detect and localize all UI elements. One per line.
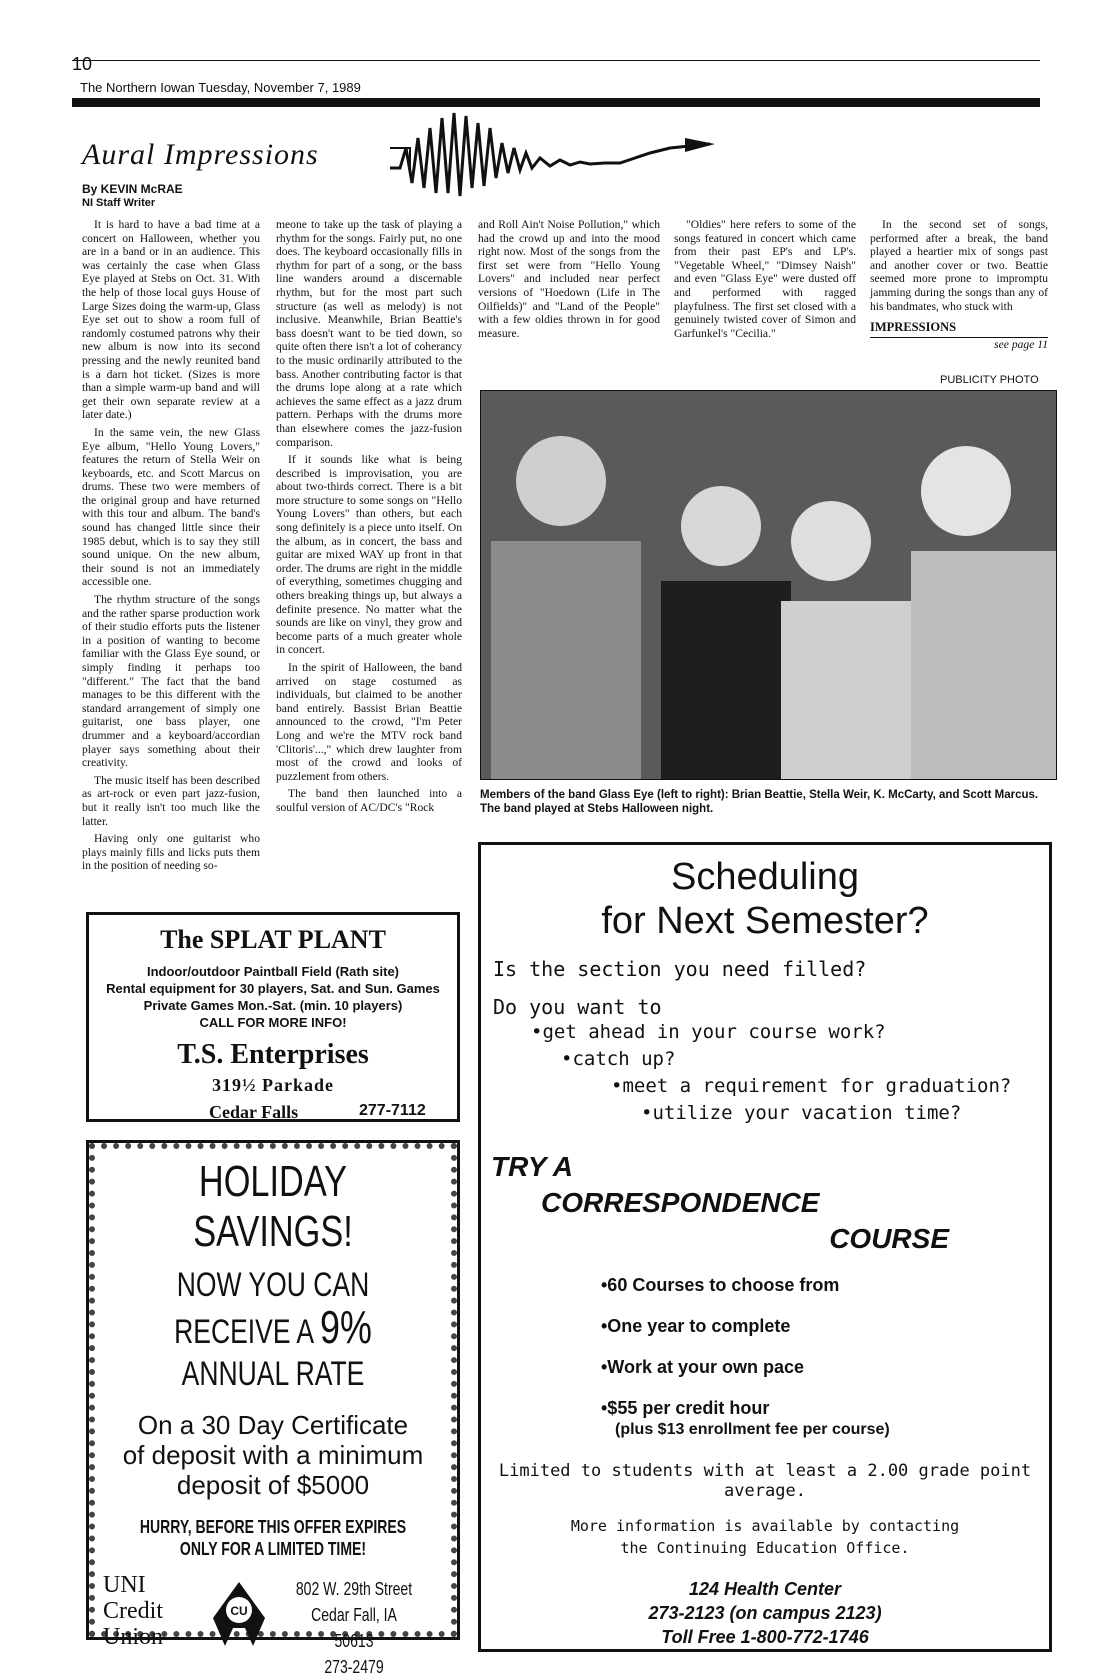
ad-try: COURSE xyxy=(829,1223,949,1254)
band-photo-figures xyxy=(481,391,1056,779)
logo-text: CU xyxy=(230,1604,248,1618)
ad-headline: for Next Semester? xyxy=(601,900,929,942)
paragraph: If it sounds like what is being described is improvisation, you are about two-thirds correct. There is a bit more structure to some songs on "Hello Young Lovers" than others, but each song definitely is a piece unto itself. On the album, as in concert, the bass and guitar are mixed WAY up front in that order. The drums are right in the middle of everything, sometimes chugging and others breaking things up, but always a definite presence. No matter what the sounds are like on vinyl, they grow and become parts of a much greater whole in concert. xyxy=(276,453,462,657)
byline-role: NI Staff Writer xyxy=(82,197,156,209)
ad-line: ONLY FOR A LIMITED TIME! xyxy=(179,1539,367,1559)
jump-ref[interactable]: see page 11 xyxy=(870,337,1048,352)
article-col-5 xyxy=(870,218,1048,351)
ad-rate-line xyxy=(129,1301,416,1354)
top-rule xyxy=(72,60,1040,61)
article-col-3 xyxy=(478,218,660,344)
paragraph: In the same vein, the new Glass Eye album, "Hello Young Lovers," features the return of Stella Weir on keyboards, etc. and Scott Marcus on drums. These two were members of the original group and have returned with this tour and album. The band's sound has changed little since their 1985 debut, which is to say they still sound unique. On the new album, their sound is not an immediately accessible one. xyxy=(82,425,260,589)
ad-line: CALL FOR MORE INFO! xyxy=(199,1015,347,1030)
ad-info: the Continuing Education Office. xyxy=(620,1539,910,1557)
ad-line: Indoor/outdoor Paintball Field (Rath site) xyxy=(146,964,400,979)
ad-headline: Scheduling xyxy=(670,856,860,898)
ad-contact: Toll Free 1-800-772-1746 xyxy=(661,1627,869,1647)
cu-name-line: Union xyxy=(103,1624,163,1650)
ad-title: The SPLAT PLANT xyxy=(160,925,386,954)
jump-head: IMPRESSIONS xyxy=(870,320,957,335)
ad-limit: Limited to students with at least a 2.00 grade point average. xyxy=(498,1461,1032,1501)
cu-name-line: UNI xyxy=(103,1572,146,1598)
ad-contact: 273-2123 (on campus 2123) xyxy=(648,1603,882,1623)
ad-line: HURRY, BEFORE THIS OFFER EXPIRES xyxy=(139,1517,407,1537)
byline-name: By KEVIN McRAE xyxy=(82,182,183,196)
ad-bullet: •get ahead in your course work? xyxy=(531,1021,886,1043)
header-rule xyxy=(72,98,1040,107)
ad-feature: •One year to complete xyxy=(601,1316,791,1336)
ad-bullet: •meet a requirement for graduation? xyxy=(611,1075,1012,1097)
ad-address: 319½ Parkade xyxy=(212,1075,334,1095)
paragraph: "Oldies" here refers to some of the songs featured in concert which came from their past EP's and LP's. "Vegetable Wheel," "Dimsey Naish" and even "Glass Eye" were dusted off and performed with ragged playfulness. The first set closed with a genuinely twisted cover of Simon and Garfunkel's "Cecilia." xyxy=(674,218,856,340)
article-col-2 xyxy=(276,218,462,819)
cu-name xyxy=(103,1572,163,1650)
ad-question: Is the section you need filled? xyxy=(493,957,867,981)
cu-address-line: Cedar Fall, IA 50613 xyxy=(311,1605,397,1651)
cu-phone: 273-2479 xyxy=(324,1657,384,1677)
ad-correspondence xyxy=(478,842,1052,1652)
paragraph: Having only one guitarist who plays mainly fills and licks puts them in the position of needing so- xyxy=(82,832,260,873)
ad-line: deposit of $5000 xyxy=(176,1470,370,1500)
photo-caption: Members of the band Glass Eye (left to right): Brian Beattie, Stella Weir, K. McCarty, and Scott Marcus. The band played at Stebs Halloween night. xyxy=(480,789,1039,815)
article-col-4 xyxy=(674,218,856,344)
cu-address xyxy=(296,1576,413,1680)
cu-name-line: Credit xyxy=(103,1598,163,1624)
ad-bullet: •catch up? xyxy=(561,1048,676,1070)
ad-headline: HOLIDAY SAVINGS! xyxy=(193,1157,353,1256)
paragraph: and Roll Ain't Noise Pollution," which had the crowd up and into the mood right now. Most of the songs from the first set were from "Hello Young Lovers" and included near perfect versions of "Hoedown (Life in The Oilfields)" and "Land of the People" with a few oldies thrown in for good measure. xyxy=(478,218,660,340)
paragraph: It is hard to have a bad time at a concert on Halloween, whether you are in a band or in an audience. This was certainly the case when Glass Eye played at Stebs on Oct. 31. With the help of those local guys House of Large Sizes doing the warm-up, Glass Eye set out to show a room full of randomly costumed patrons why their new album is now into its second pressing and the newly reunited band is a darn hot ticket. (Sizes is more than a simple warm-up band and will get their own separate review at a later date.) xyxy=(82,218,260,422)
photo-credit: PUBLICITY PHOTO xyxy=(940,374,1039,386)
ad-company: T.S. Enterprises xyxy=(177,1039,369,1070)
paragraph: In the second set of songs, performed after a break, the band played a heartier mix of songs past and another cover or two. Beattie seemed more prone to impromptu jamming during the songs than any of his bandmates, who stuck with xyxy=(870,218,1048,313)
band-photo xyxy=(480,390,1057,780)
article-title: Aural Impressions xyxy=(82,138,319,171)
ad-info: More information is available by contacting xyxy=(570,1517,960,1535)
cu-address-line: 802 W. 29th Street xyxy=(295,1579,413,1599)
ad-feature: •$55 per credit hour xyxy=(601,1398,770,1418)
ad-line: ANNUAL RATE xyxy=(181,1355,365,1393)
ad-line: On a 30 Day Certificate xyxy=(137,1410,409,1440)
ad-bullet: •utilize your vacation time? xyxy=(641,1102,962,1124)
ad-splat-plant xyxy=(86,912,460,1122)
article-col-1 xyxy=(82,218,260,877)
ad-line: of deposit with a minimum xyxy=(122,1440,424,1470)
ad-try: CORRESPONDENCE xyxy=(541,1187,820,1218)
ad-question: Do you want to xyxy=(493,995,662,1019)
ad-rate-lead: RECEIVE A xyxy=(174,1313,321,1351)
page-number: 10 xyxy=(72,54,93,74)
paragraph: meone to take up the task of playing a rhythm for the songs. Fairly put, no one does. The keyboard occasionally fills in rhythm for part of a song, or the bass line wanders around a discernable rhythm, but for the most part such structure (as well as melody) is not inclusive. Meanwhile, Brian Beattie's bass doesn't want to be tied down, so quite often there isn't a lot of coherancy to the music ordinarily attributed to the bass. Another contributing factor is that the drums lope along at a rate which achieves the same effect as a jazz drum pattern. Perhaps with the drums more than elsewhere comes the jazz-fusion comparison. xyxy=(276,218,462,449)
ad-line: Rental equipment for 30 players, Sat. and Sun. Games xyxy=(106,981,440,996)
ad-line: NOW YOU CAN xyxy=(176,1266,370,1304)
ad-phone: 277-7112 xyxy=(359,1102,426,1119)
ad-credit-union xyxy=(86,1140,460,1677)
folio: The Northern Iowan Tuesday, November 7, 1989 xyxy=(80,80,361,95)
ad-feature: •60 Courses to choose from xyxy=(601,1275,840,1295)
ad-contact: 124 Health Center xyxy=(688,1579,842,1599)
paragraph: In the spirit of Halloween, the band arrived on stage costumed as individuals, but claimed to be another band entirely. Bassist Brian Beattie announced to the crowd, "I'm Peter Long and we're the MTV rock band 'Clitoris'...," which drew laughter from most of the crowd and looks of puzzlement from others. xyxy=(276,661,462,783)
paragraph: The band then launched into a soulful version of AC/DC's "Rock xyxy=(276,787,462,814)
credit-union-logo-icon xyxy=(209,1578,269,1650)
ad-line: Private Games Mon.-Sat. (min. 10 players) xyxy=(143,998,403,1013)
ad-rate: 9% xyxy=(320,1301,372,1353)
ad-feature: •Work at your own pace xyxy=(601,1357,805,1377)
paragraph: The rhythm structure of the songs and the rather sparse production work of their studio efforts puts the listener in a position of wanting to become familiar with the Glass Eye sound, or simply finding it perhaps too "different." The fact that the band manages to be this different with the standard arrangement of simply one guitarist, one bass player, one drummer and a keyboard/accordian player says something about their creativity. xyxy=(82,593,260,770)
ad-try: TRY A xyxy=(491,1151,573,1182)
paragraph: The music itself has been described as art-rock or even part jazz-fusion, but it really isn't too much like the latter. xyxy=(82,773,260,828)
ad-city: Cedar Falls xyxy=(209,1102,299,1122)
byline xyxy=(82,182,183,210)
ad-feature-note: (plus $13 enrollment fee per course) xyxy=(615,1421,890,1438)
waveform-graphic xyxy=(390,108,1020,198)
